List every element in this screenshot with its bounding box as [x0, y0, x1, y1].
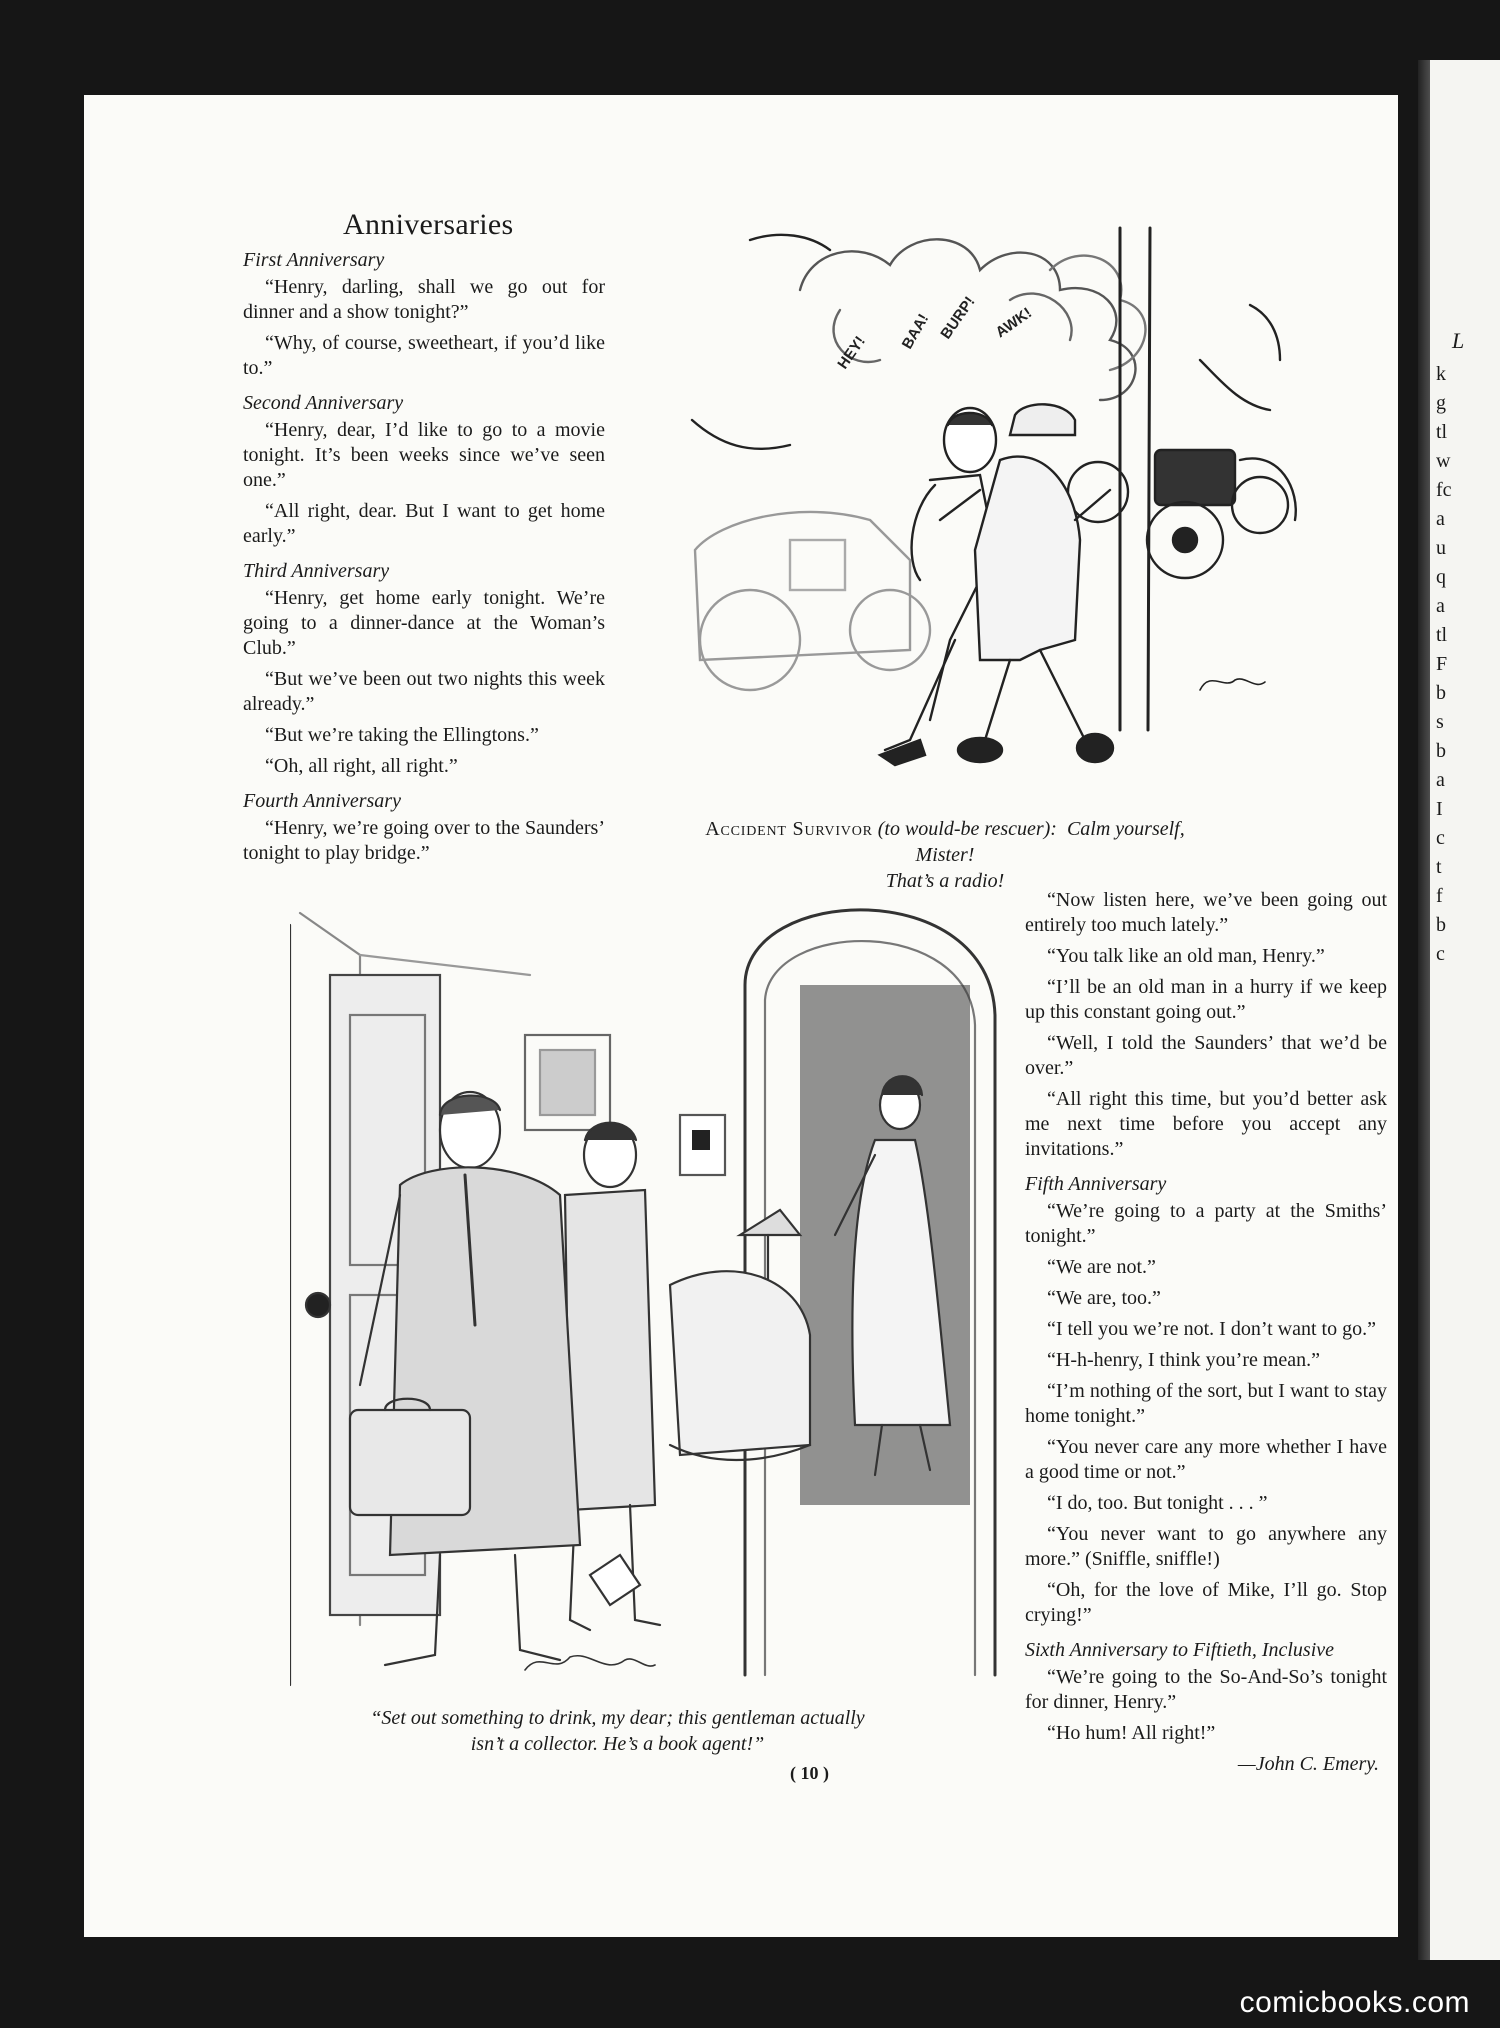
facing-page-text-fragment: fc	[1436, 479, 1452, 501]
facing-page-text-fragment: a	[1436, 508, 1445, 530]
facing-page-text-fragment: u	[1436, 537, 1446, 559]
facing-page-text-fragment: g	[1436, 392, 1446, 414]
dialogue-paragraph: “Henry, darling, shall we go out for dinner and a show tonight?”	[243, 276, 605, 323]
facing-page-text-fragment: F	[1436, 653, 1448, 675]
dialogue-paragraph: “You never care any more whether I have a good time or not.”	[1025, 1436, 1387, 1483]
section-heading: First Anniversary	[243, 249, 385, 271]
caption-line-2: isn’t a collector. He’s a book agent!”	[470, 1733, 765, 1755]
facing-page-text-fragment: c	[1436, 827, 1445, 849]
section-heading: Fourth Anniversary	[243, 790, 401, 812]
dialogue-paragraph: “I’ll be an old man in a hurry if we keep up this constant going out.”	[1025, 976, 1387, 1023]
sound-effect-text: AWK!	[992, 304, 1036, 342]
dialogue-paragraph: “We’re going to the So-And-So’s tonight for dinner, Henry.”	[1025, 1666, 1387, 1713]
facing-page-text-fragment: c	[1436, 943, 1445, 965]
facing-page-text-fragment: w	[1436, 450, 1451, 472]
facing-page-text-fragment: L	[1452, 328, 1465, 353]
dialogue-paragraph: “I’m nothing of the sort, but I want to stay home tonight.”	[1025, 1380, 1387, 1427]
dialogue-paragraph: “But we’re taking the Ellingtons.”	[265, 724, 539, 746]
section-heading: Second Anniversary	[243, 392, 404, 414]
sound-effect-text: HEY!	[834, 333, 869, 373]
facing-page-text-fragment: b	[1436, 740, 1446, 762]
dialogue-paragraph: “We’re going to a party at the Smiths’ tonight.”	[1025, 1200, 1387, 1247]
dialogue-paragraph: “Oh, for the love of Mike, I’ll go. Stop crying!”	[1025, 1579, 1387, 1626]
section-heading: Fifth Anniversary	[1025, 1173, 1167, 1195]
facing-page-text-fragment: b	[1436, 914, 1446, 936]
facing-page-text-fragment: f	[1436, 885, 1443, 907]
dialogue-paragraph: “All right, dear. But I want to get home early.”	[243, 500, 605, 547]
left-text-column	[243, 248, 605, 872]
article-title: Anniversaries	[343, 208, 514, 241]
facing-page-edge	[1430, 60, 1500, 1960]
dialogue-paragraph: “Henry, dear, I’d like to go to a movie tonight. It’s been weeks since we’ve seen one.”	[243, 419, 605, 491]
dialogue-paragraph: “Now listen here, we’ve been going out entirely too much lately.”	[1025, 889, 1387, 936]
dialogue-paragraph: “Why, of course, sweetheart, if you’d like to.”	[243, 332, 605, 379]
author-signature: —John C. Emery.	[1237, 1753, 1379, 1775]
dialogue-paragraph: “You talk like an old man, Henry.”	[1047, 945, 1325, 967]
dialogue-paragraph: “We are not.”	[1047, 1256, 1156, 1278]
facing-page-text-fragment: tl	[1436, 624, 1448, 646]
facing-page-text-fragment: a	[1436, 769, 1445, 791]
sound-effect-text: BAA!	[898, 311, 933, 352]
facing-page-text-fragment: q	[1436, 566, 1446, 588]
caption-speaker: Accident Survivor	[705, 818, 873, 840]
accident-cartoon	[680, 220, 1330, 775]
dialogue-paragraph: “Well, I told the Saunders’ that we’d be over.”	[1025, 1032, 1387, 1079]
caption-line-1: “Set out something to drink, my dear; this gentleman actually	[370, 1707, 865, 1729]
dialogue-paragraph: “I do, too. But tonight . . . ”	[1047, 1492, 1268, 1514]
caption-line-2: That’s a radio!	[885, 870, 1005, 892]
caption-line-1: Calm yourself, Mister!	[915, 818, 1185, 866]
sound-effect-text: BURP!	[937, 293, 979, 343]
facing-page-text-fragment: k	[1436, 363, 1446, 385]
caption-aside: (to would-be rescuer):	[877, 818, 1057, 840]
hallway-cartoon-caption	[285, 1705, 950, 1757]
dialogue-paragraph: “I tell you we’re not. I don’t want to go.”	[1047, 1318, 1376, 1340]
facing-page-text-fragment: t	[1436, 856, 1442, 878]
dialogue-paragraph: “We are, too.”	[1047, 1287, 1161, 1309]
section-heading: Third Anniversary	[243, 560, 390, 582]
dialogue-paragraph: “All right this time, but you’d better ask me next time before you accept any invitations.”	[1025, 1088, 1387, 1160]
dialogue-paragraph: “Oh, all right, all right.”	[265, 755, 458, 777]
facing-page-text-fragment: I	[1436, 798, 1443, 820]
facing-page-text-fragment: a	[1436, 595, 1445, 617]
facing-page-text-fragment: tl	[1436, 421, 1448, 443]
accident-cartoon-caption	[690, 816, 1200, 894]
right-text-column	[1025, 888, 1387, 1777]
dialogue-paragraph: “You never want to go anywhere any more.” (Sniffle, sniffle!)	[1025, 1523, 1387, 1570]
page-number: ( 10 )	[790, 1763, 829, 1783]
section-heading: Sixth Anniversary to Fiftieth, Inclusive	[1025, 1639, 1335, 1661]
dialogue-paragraph: “Henry, we’re going over to the Saunders’ tonight to play bridge.”	[243, 817, 605, 864]
dialogue-paragraph: “H-h-henry, I think you’re mean.”	[1047, 1349, 1321, 1371]
facing-page-text-fragment: b	[1436, 682, 1446, 704]
hallway-cartoon	[290, 905, 1010, 1695]
facing-page-text-fragment: s	[1436, 711, 1444, 733]
dialogue-paragraph: “But we’ve been out two nights this week already.”	[243, 668, 605, 715]
watermark: comicbooks.com	[1239, 1986, 1470, 2019]
dialogue-paragraph: “Henry, get home early tonight. We’re going to a dinner-dance at the Woman’s Club.”	[243, 587, 605, 659]
dialogue-paragraph: “Ho hum! All right!”	[1047, 1722, 1216, 1744]
